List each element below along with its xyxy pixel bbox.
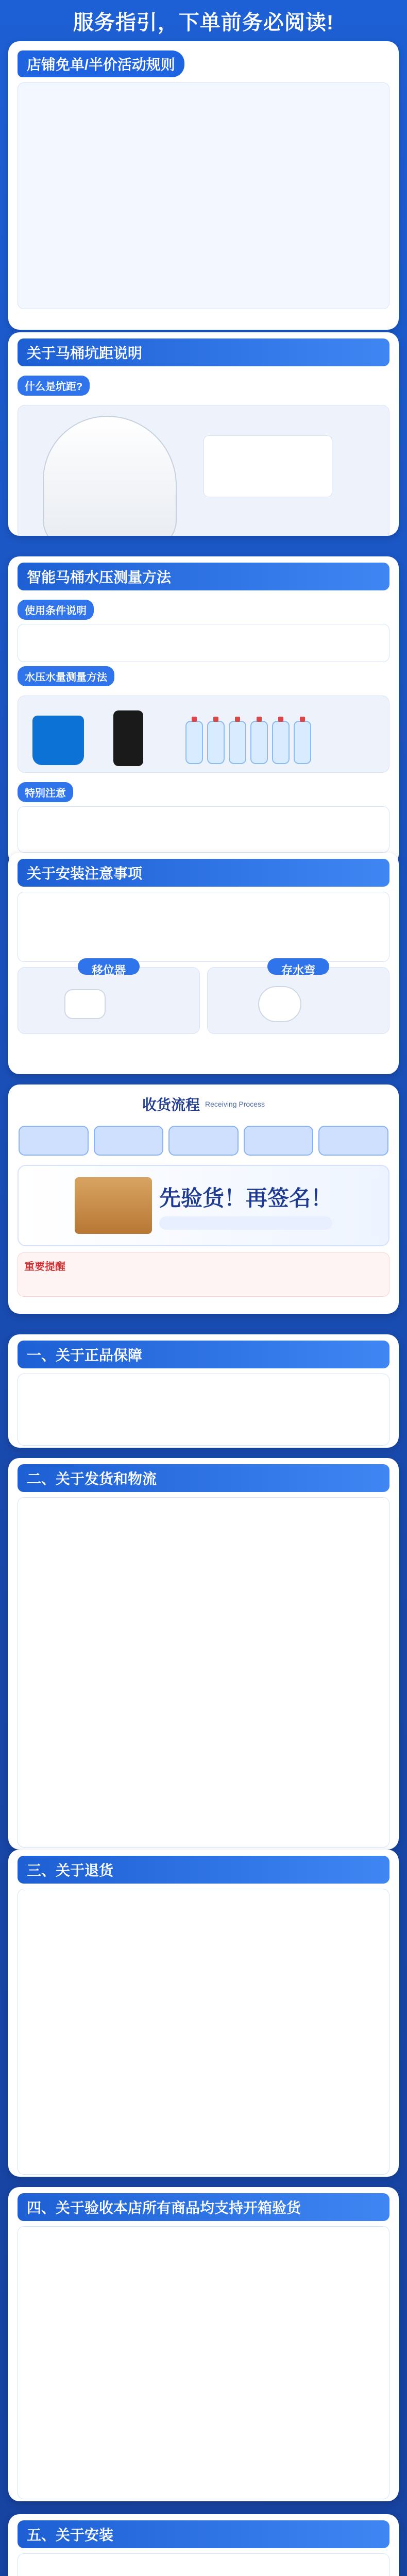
- p3-card: [8, 1850, 399, 2177]
- p5-card: [8, 2514, 399, 2576]
- bucket-illustration: [32, 716, 84, 765]
- p1-title: 一、关于正品保障: [18, 1341, 389, 1368]
- receiving-title: 收货流程: [142, 1097, 200, 1113]
- trap-caption: 存水弯: [281, 964, 315, 977]
- special-note-title: 特别注意: [18, 782, 73, 802]
- p1-card: [8, 1334, 399, 1448]
- p1-content: [18, 1374, 389, 1446]
- p4-content: [18, 2226, 389, 2499]
- store-free-card: [8, 41, 399, 330]
- pit-distance-subtitle: 什么是坑距?: [18, 376, 90, 396]
- p3-content: [18, 1889, 389, 2175]
- bottle-6: [294, 721, 311, 764]
- pit-distance-illustration: [18, 405, 389, 536]
- receiving-warning-title: 重要提醒: [24, 1261, 65, 1273]
- inspect-before-sign-banner: [18, 1165, 389, 1246]
- bottle-2: [207, 721, 225, 764]
- pit-distance-info-box: [204, 435, 332, 497]
- receiving-step-4: [244, 1126, 314, 1156]
- bottle-3: [229, 721, 246, 764]
- receiving-title-en: Receiving Process: [205, 1100, 265, 1108]
- receiving-title-wrap: [18, 1092, 389, 1116]
- install-notice-title: 关于安装注意事项: [18, 859, 389, 887]
- phone-illustration: [113, 710, 143, 766]
- shifter-illustration: [64, 989, 106, 1019]
- install-notice-content: [18, 892, 389, 962]
- usage-condition-title: 使用条件说明: [18, 600, 94, 620]
- bottle-1: [185, 721, 203, 764]
- receiving-card: [8, 1084, 399, 1314]
- receiving-flow-row: [19, 1126, 388, 1156]
- p4-card: [8, 2187, 399, 2501]
- p2-card: [8, 1458, 399, 1850]
- receiving-step-3: [168, 1126, 239, 1156]
- install-accessory-gallery: [18, 964, 389, 1034]
- water-test-title: 水压水量测量方法: [18, 666, 114, 686]
- receiving-step-5: [318, 1126, 388, 1156]
- bottle-5: [272, 721, 290, 764]
- store-free-content: [18, 82, 389, 309]
- hero-banner: [0, 0, 407, 41]
- pit-distance-card: [8, 332, 399, 536]
- toilet-illustration: [43, 416, 177, 536]
- pit-distance-title: 关于马桶坑距说明: [18, 338, 389, 366]
- shifter-caption: 移位器: [91, 964, 126, 977]
- store-free-title: 店铺免单/半价活动规则: [18, 50, 184, 77]
- pressure-title: 智能马桶水压测量方法: [18, 563, 389, 590]
- receiving-step-1: [19, 1126, 89, 1156]
- p2-title: 二、关于发货和物流: [18, 1464, 389, 1492]
- trap-card: [207, 964, 389, 1034]
- water-test-illustration: [18, 696, 389, 773]
- hero-title: 服务指引，下单前务必阅读!: [73, 11, 334, 34]
- package-box-illustration: [75, 1177, 152, 1234]
- p3-title: 三、关于退货: [18, 1856, 389, 1884]
- bottle-4: [250, 721, 268, 764]
- p5-title: 五、关于安装: [18, 2520, 389, 2548]
- pressure-card: [8, 556, 399, 866]
- trap-illustration: [258, 986, 301, 1022]
- receiving-step-2: [94, 1126, 164, 1156]
- p4-title: 四、关于验收本店所有商品均支持开箱验货: [18, 2193, 389, 2221]
- receiving-warning: [18, 1252, 389, 1297]
- inspect-before-sign-subtext: [159, 1216, 332, 1230]
- install-notice-card: [8, 853, 399, 1074]
- inspect-before-sign-text: 先验货！再签名！: [159, 1186, 332, 1210]
- p5-content: [18, 2553, 389, 2576]
- usage-condition-content: [18, 624, 389, 662]
- shifter-card: [18, 964, 200, 1034]
- p2-content: [18, 1497, 389, 1848]
- special-note-content: [18, 806, 389, 853]
